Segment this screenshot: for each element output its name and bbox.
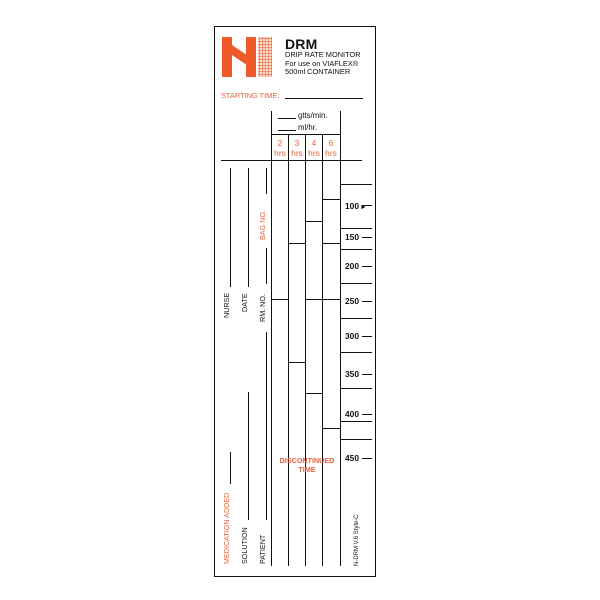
gtts-label: gtts/min. [298, 111, 328, 120]
scale-tick [340, 439, 372, 440]
scale-label-450: 450 [345, 453, 359, 463]
brand-logo [222, 37, 272, 77]
scale-label-tick [362, 458, 372, 459]
hours-2: 2 hrs [274, 138, 286, 158]
starting-time-label: STARTING TIME: [221, 91, 280, 100]
solution-line[interactable] [248, 392, 249, 520]
scale-label-400: 400 [345, 409, 359, 419]
hours-header-top-line [271, 134, 341, 135]
ml-label: ml/hr. [298, 123, 318, 132]
patient-line[interactable] [266, 332, 267, 520]
solution-label: SOLUTION [240, 527, 249, 564]
column-line-3 [305, 134, 306, 566]
scale-label-tick [362, 301, 372, 302]
room-no-line[interactable] [266, 248, 267, 284]
scale-label-300: 300 [345, 331, 359, 341]
scale-tick [340, 318, 372, 319]
scale-label-tick [362, 374, 372, 375]
starting-time-line[interactable] [285, 98, 363, 99]
scale-tick [340, 388, 372, 389]
hours-4: 4 hrs [308, 138, 320, 158]
scale-tick [340, 352, 372, 353]
use-line-2: 500ml CONTAINER [285, 67, 351, 76]
form-code: N-DRM V.6 Style-C [354, 514, 360, 566]
logo-bar-right [246, 37, 256, 77]
column-line-1 [271, 111, 272, 566]
bag-no-label: BAG NO. [258, 210, 267, 240]
scale-label-tick [362, 266, 372, 267]
medication-added-label: MEDICATION ADDED [222, 492, 231, 564]
scale-tick [340, 184, 372, 185]
time-text: TIME [298, 465, 316, 474]
medication-line[interactable] [230, 452, 231, 484]
discontinued-time-label [275, 456, 339, 474]
discontinued-text: DISCONTINUED [279, 456, 335, 465]
step-4hrs-c [305, 393, 322, 394]
product-subtitle: DRIP RATE MONITOR [285, 50, 361, 59]
nurse-label: NURSE [222, 292, 231, 318]
date-line[interactable] [248, 168, 249, 287]
step-2hrs [271, 299, 288, 300]
date-label: DATE [240, 293, 249, 312]
logo-bar-left [222, 37, 232, 77]
scale-label-tick [362, 414, 372, 415]
step-6hrs-d [322, 428, 340, 429]
nurse-line[interactable] [230, 168, 231, 287]
step-3hrs-b [288, 362, 305, 363]
scale-tick [340, 421, 372, 422]
logo-dot-pattern [258, 37, 272, 77]
use-line-1: For use on VIAFLEX® [285, 59, 359, 68]
room-no-label: RM. NO. [258, 294, 267, 322]
scale-tick [340, 228, 372, 229]
step-6hrs-a [322, 199, 340, 200]
scale-label-100: 100► [345, 201, 367, 211]
column-line-5 [340, 111, 341, 566]
scale-label-tick [362, 237, 372, 238]
patient-label: PATIENT [258, 534, 267, 564]
scale-label-250: 250 [345, 296, 359, 306]
step-3hrs-a [288, 243, 305, 244]
ml-blank[interactable] [278, 130, 296, 131]
scale-label-150: 150 [345, 232, 359, 242]
step-6hrs-c [322, 299, 340, 300]
arrow-right-icon: ► [359, 204, 367, 211]
product-title: DRM [285, 36, 318, 52]
column-line-2 [288, 134, 289, 566]
scale-label-350: 350 [345, 369, 359, 379]
scale-tick [340, 283, 372, 284]
scale-label-200: 200 [345, 261, 359, 271]
step-6hrs-b [322, 243, 340, 244]
hours-6: 6 hrs [325, 138, 337, 158]
scale-label-tick [362, 336, 372, 337]
bag-no-line-top[interactable] [266, 168, 267, 194]
step-4hrs-a [305, 221, 322, 222]
logo-bar-diagonal [232, 45, 246, 64]
hours-3: 3 hrs [291, 138, 303, 158]
step-4hrs-b [305, 299, 322, 300]
gtts-blank[interactable] [278, 118, 296, 119]
scale-tick [340, 249, 372, 250]
